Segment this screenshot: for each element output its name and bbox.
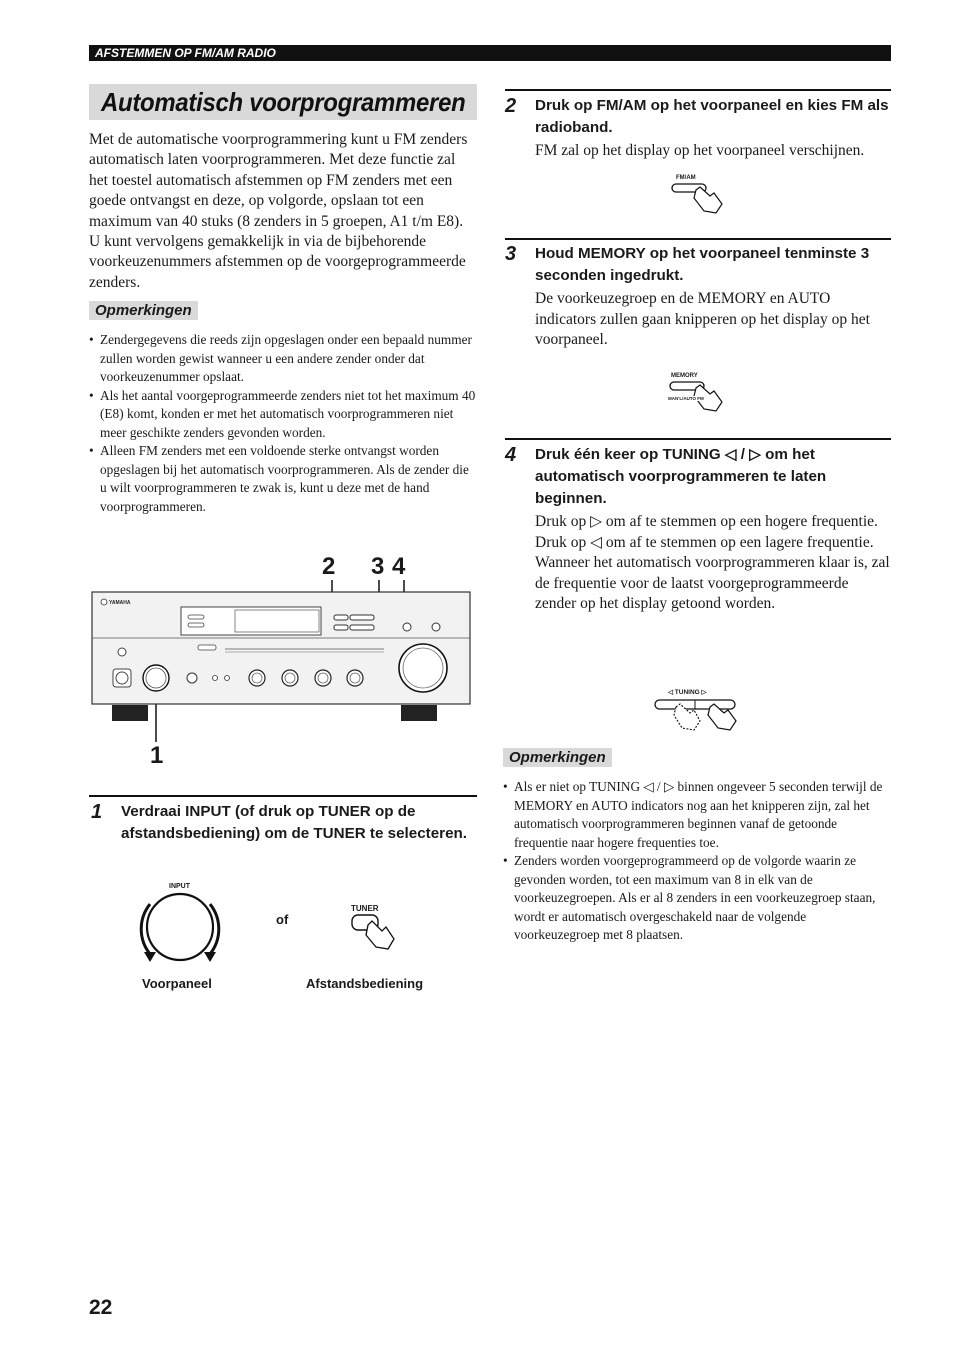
tuner-button-icon: [348, 913, 400, 953]
page-title: Automatisch voorprogrammeren: [101, 87, 466, 117]
remote-label: Afstandsbediening: [306, 976, 424, 991]
step-3-heading: Houd MEMORY op het voorpaneel tenminste 3 seconden ingedrukt.: [535, 245, 870, 284]
section-header: AFSTEMMEN OP FM/AM RADIO: [89, 45, 891, 61]
step-2-rule: [505, 89, 891, 91]
step-4-line-lower: Druk op ◁ om af te stemmen op een lagere frequentie.: [535, 533, 874, 551]
callout-2: 2: [322, 553, 336, 580]
step-4-line-finish: Wanneer het automatisch voorprogrammeren klaar is, zal de frequentie voor de laatst voorgeprogrammeerde zender op het display getoond worden.: [535, 554, 890, 612]
step-3-number: 3: [505, 243, 517, 265]
tuner-button-label: TUNER: [351, 904, 379, 913]
input-knob-icon: [134, 890, 244, 970]
memory-sub-label: MAN'L/AUTO FM: [668, 396, 704, 401]
page-number: 22: [89, 1296, 113, 1319]
step-1-rule: [89, 795, 477, 797]
step-4-heading: Druk één keer op TUNING ◁ / ▷ om het automatisch voorprogrammeren te laten beginnen.: [535, 446, 827, 507]
callout-4: 4: [392, 553, 406, 580]
step-3-rule: [505, 238, 891, 240]
notes-right-list: [503, 778, 891, 945]
step-1-number: 1: [91, 801, 103, 823]
step-4-body: [535, 512, 891, 615]
step-3-body: De voorkeuzegroep en de MEMORY en AUTO indicators zullen gaan knipperen op het display op het voorpaneel.: [535, 290, 870, 348]
input-knob-label: INPUT: [169, 883, 190, 890]
memory-button-label: MEMORY: [671, 373, 698, 379]
yamaha-logo-text: YAMAHA: [109, 600, 131, 606]
step-2-heading: Druk op FM/AM op het voorpaneel en kies FM als radioband.: [535, 97, 889, 136]
step-4-number: 4: [505, 444, 517, 466]
list-item: • Zendergegevens die reeds zijn opgeslagen onder een bepaald nummer zullen worden gewist wanneer u een andere zender onder dat voorkeuzenummer opslaat.: [89, 331, 477, 387]
tuning-button-icon: [652, 697, 744, 735]
notes-left-label-wrap: [89, 301, 198, 321]
fm-am-button-icon: [670, 182, 726, 216]
fm-am-button-label: FM/AM: [676, 175, 696, 181]
receiver-front-panel-figure: [88, 550, 480, 780]
step-2-number: 2: [505, 95, 517, 117]
callout-3: 3: [371, 553, 385, 580]
list-item: • Alleen FM zenders met een voldoende sterke ontvangst worden opgeslagen bij het automatisch voorprogrammeren. Als de zender die u wilt voorprogrammeren te zwak is, kunt u deze met de hand voorprogrammeren.: [89, 442, 477, 516]
list-item: • Als er niet op TUNING ◁ / ▷ binnen ongeveer 5 seconden terwijl de MEMORY en AUTO indicators nog aan het knipperen zijn, zal het automatisch voorprogrammeren beginnen vanaf de getoonde frequentie naar hogere frequenties toe.: [503, 778, 891, 852]
step-4-rule: [505, 438, 891, 440]
intro-paragraph: Met de automatische voorprogrammering kunt u FM zenders automatisch laten voorprogrammeren. Met deze functie zal het toestel automatisch afstemmen op FM zenders met een goede ontvangst en deze, op volgorde, opslaan tot een maximum van 40 stuks (8 zenders in 5 groepen, A1 t/m E8). U kunt vervolgens gemakkelijk in via de bijbehorende voorkeuzenummers afstemmen op de voorgeprogrammeerde zenders.: [89, 131, 468, 291]
step-2-body: FM zal op het display op het voorpaneel verschijnen.: [535, 142, 865, 159]
notes-label-right: Opmerkingen: [503, 748, 612, 767]
list-item: • Zenders worden voorgeprogrammeerd op de volgorde waarin ze gevonden worden, tot een maximum van 8 in elk van de voorkeuzegroepen. Als er al 8 zenders in een voorkeuzegroep staan, wordt er automatisch overgeschakeld naar de volgende voorkeuzegroep met 8 plaatsen.: [503, 852, 891, 945]
callout-1: 1: [150, 742, 164, 769]
list-item: • Als het aantal voorgeprogrammeerde zenders niet tot het maximum 40 (E8) komt, konden er met het automatisch voorprogrammeren niet meer geschikte zenders gevonden worden.: [89, 387, 477, 443]
notes-label: Opmerkingen: [89, 301, 198, 320]
step-4-line-higher: Druk op ▷ om af te stemmen op een hogere frequentie.: [535, 513, 878, 530]
notes-right-label-wrap: [503, 748, 612, 768]
front-panel-label: Voorpaneel: [142, 976, 212, 991]
or-label: of: [276, 912, 289, 927]
step-1-heading: Verdraai INPUT (of druk op TUNER op de afstandsbediening) om de TUNER te selecteren.: [121, 803, 468, 842]
tuning-button-label: ◁ TUNING ▷: [668, 689, 707, 696]
notes-left-list: [89, 331, 477, 516]
